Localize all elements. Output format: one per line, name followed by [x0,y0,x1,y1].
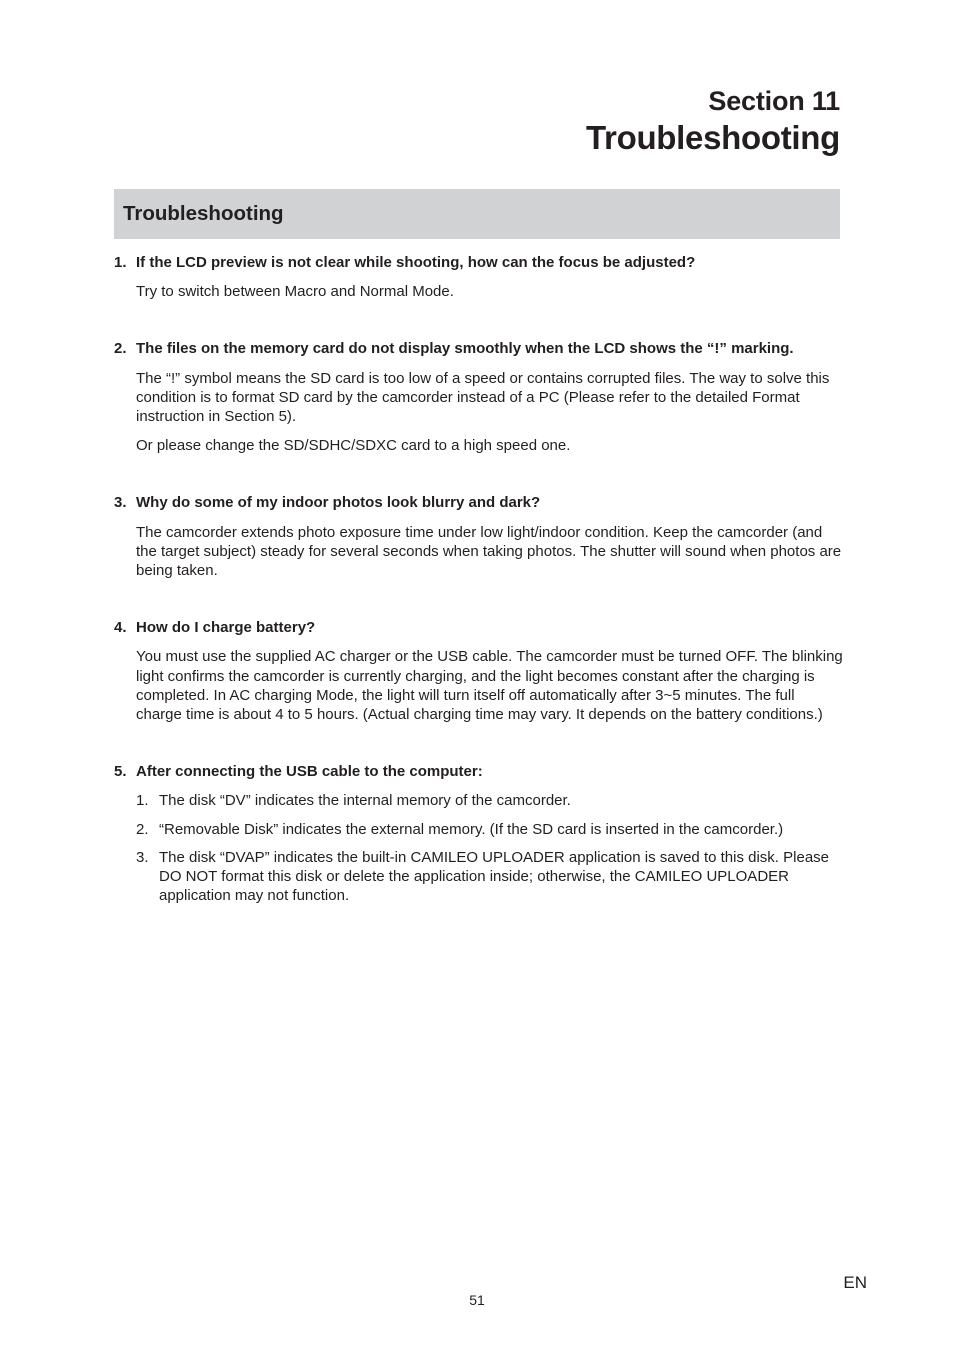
faq-content [114,253,844,943]
faq-question [114,618,844,637]
sub-list-item [114,820,844,839]
sub-item-text: The disk “DV” indicates the internal memory of the camcorder. [159,792,571,810]
sub-item-number: 3. [136,848,149,866]
question-number: 4. [114,619,127,637]
question-text: The files on the memory card do not display smoothly when the LCD shows the “!” marking. [136,340,794,358]
question-text: If the LCD preview is not clear while shooting, how can the focus be adjusted? [136,254,696,271]
faq-item [114,618,844,724]
sub-item-text: The disk “DVAP” indicates the built-in CAMILEO UPLOADER application is saved to this disk. Please DO NOT format this disk or delete the application inside; otherwise, the CAMILEO UPLOADER application may not function. [159,848,830,905]
answer-text: Or please change the SD/SDHC/SDXC card to a high speed one. [136,437,571,455]
faq-item [114,493,844,580]
faq-question [114,493,844,512]
question-number: 3. [114,494,127,512]
faq-item [114,253,844,301]
answer-text: The “!” symbol means the SD card is too low of a speed or contains corrupted files. The way to solve this condition is to format SD card by the camcorder instead of a PC (Please refer to the detailed Format instruction in Section 5). [136,369,830,426]
question-number: 1. [114,254,127,271]
sub-list-item [114,791,844,810]
question-number: 2. [114,340,127,358]
sub-item-number: 1. [136,792,149,810]
faq-item [114,339,844,455]
sub-item-number: 2. [136,820,149,838]
sub-list-item [114,848,844,906]
answer-text: The camcorder extends photo exposure time under low light/indoor condition. Keep the camcorder (and the target subject) steady for several seconds when taking photos. The shutter will sound when photos are being taken. [136,523,842,580]
sub-item-text: “Removable Disk” indicates the external memory. (If the SD card is inserted in the camcorder.) [159,820,784,838]
answer-text: You must use the supplied AC charger or the USB cable. The camcorder must be turned OFF. The blinking light confirms the camcorder is currently charging, and the light becomes constant after the charging is completed. In AC charging Mode, the light will turn itself off automatically after 3~5 minutes. The full charge time is about 4 to 5 hours. (Actual charging time may vary. It depends on the battery conditions.) [136,648,843,724]
question-number: 5. [114,763,127,781]
faq-question [114,253,844,272]
question-text: After connecting the USB cable to the computer: [136,763,483,781]
faq-question [114,339,844,358]
question-text: Why do some of my indoor photos look blurry and dark? [136,494,541,512]
section-banner [114,189,840,239]
faq-item [114,762,844,905]
page-header [586,84,840,158]
language-code: EN [843,1273,867,1292]
section-number: Section 11 [708,86,840,116]
page-number: 51 [469,1292,485,1308]
question-text: How do I charge battery? [136,619,316,637]
faq-question [114,762,844,781]
section-title: Troubleshooting [586,119,840,156]
answer-text: Try to switch between Macro and Normal Mode. [136,283,454,301]
banner-title: Troubleshooting [123,202,284,225]
